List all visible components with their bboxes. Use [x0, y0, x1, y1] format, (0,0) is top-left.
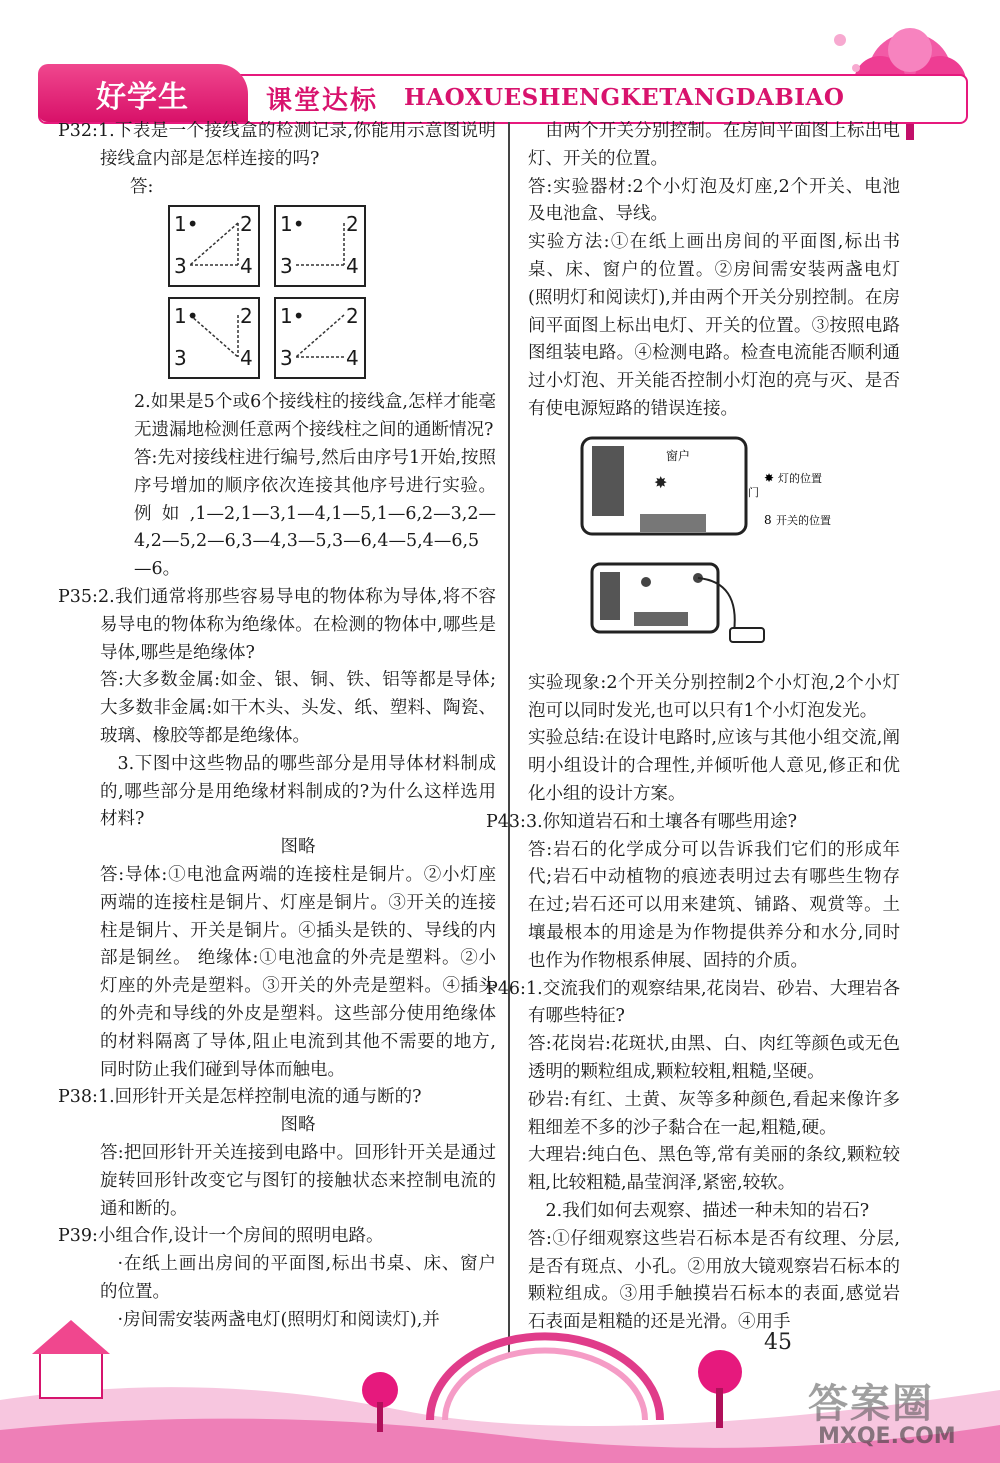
question-p38-1: P38:1.回形针开关是怎样控制电流的通与断的?	[58, 1087, 422, 1108]
door-label: 门	[748, 485, 759, 499]
page-ref-label: P39:	[58, 1226, 98, 1247]
light-legend-icon: ✸	[764, 470, 775, 485]
bullet-item: ·在纸上画出房间的平面图,标出书桌、床、窗户的位置。	[100, 1254, 496, 1302]
question-p39: P39:小组合作,设计一个房间的照明电路。	[58, 1226, 384, 1247]
terminal-2: 2	[240, 304, 253, 329]
terminal-1: 1•	[174, 304, 199, 329]
page-ref-label: P46:	[486, 978, 526, 999]
page-number: 45	[764, 1330, 792, 1355]
answer-p35-3: 答:导体:①电池盒两端的连接柱是铜片。②小灯座两端的连接柱是铜片、灯座是铜片。③开关的连接柱是铜片、开关是铜片。④插头是铁的、导线的内部是铜丝。 绝缘体:①电池盒的外壳是塑料。②小灯座的外壳是塑料。③开关的外壳是塑料。④插头的外壳和导线的外皮是塑料。这些部分使用绝缘体的材料隔离了导体,阻止电流到其他不需要的地方,同时防止我们碰到导体而触电。	[100, 864, 496, 1080]
bullet-item: ·房间需安装两盏电灯(照明灯和阅读灯),并	[117, 1309, 440, 1330]
page-ref-label: P32:	[58, 121, 98, 141]
answer-summary: 实验总结:在设计电路时,应该与其他小组交流,阐明小组设计的合理性,并倾听他人意见,修正和优化小组的设计方案。	[528, 728, 900, 804]
room-plan-drawing	[570, 432, 900, 660]
answer-materials: 答:实验器材:2个小灯泡及灯座,2个开关、电池及电池盒、导线。	[528, 176, 900, 225]
room-plan-figure	[570, 432, 900, 660]
page-ref-label: P38:	[58, 1087, 98, 1108]
answer-label: 答:	[130, 176, 154, 197]
terminal-3: 3	[174, 254, 187, 279]
answer-p46-2: 答:①仔细观察这些岩石标本是否有纹理、分层,是否有斑点、小孔。②用放大镜观察岩石标本的颗粒组成。③用手触摸岩石标本的表面,感觉岩石表面是粗糙的还是光滑。④用手	[528, 1228, 900, 1333]
terminal-3: 3	[174, 346, 187, 371]
answer-granite: 答:花岗岩:花斑状,由黑、白、肉红等颜色或无色透明的颗粒组成,颗粒较粗,粗糙,坚硬。	[528, 1034, 900, 1082]
answer-p38-1: 答:把回形针开关连接到电路中。回形针开关是通过旋转回形针改变它与图钉的接触状态来控制电流的通和断的。	[100, 1142, 496, 1219]
section-title: 课堂达标	[266, 86, 379, 116]
question-p32-2: 2.如果是5个或6个接线柱的接线盒,怎样才能毫无遗漏地检测任意两个接线柱之间的通断情况?	[134, 392, 496, 441]
window-label: 窗户	[666, 448, 691, 463]
terminal-4: 4	[240, 346, 253, 371]
junction-box-diagrams	[168, 205, 388, 383]
answer-p43-3: 答:岩石的化学成分可以告诉我们它们的形成年代;岩石中动植物的痕迹表明过去有哪些生物存在过;岩石还可以用来建筑、铺路、观赏等。土壤最根本的用途是为作物提供养分和水分,同时也作为作物根系伸展、固持的介质。	[528, 839, 900, 971]
left-column	[58, 118, 496, 1334]
answer-p35-2: 答:大多数金属:如金、银、铜、铁、铝等都是导体;大多数非金属:如干木头、头发、纸、塑料、陶瓷、玻璃、橡胶等都是绝缘体。	[100, 670, 496, 746]
legend-switch-label: 开关的位置	[776, 513, 831, 527]
junction-box-3	[168, 297, 260, 379]
brand-title: 好学生	[96, 80, 189, 115]
terminal-2: 2	[346, 304, 359, 329]
question-p35-3: 3.下图中这些物品的哪些部分是用导体材料制成的,哪些部分是用绝缘材料制成的?为什么这样选用材料?	[100, 753, 496, 830]
junction-box-2	[274, 205, 366, 287]
answer-sandstone: 砂岩:有红、土黄、灰等多种颜色,看起来像许多粗细差不多的沙子黏合在一起,粗糙,硬。	[528, 1089, 900, 1138]
answer-p32-2: 答:先对接线柱进行编号,然后由序号1开始,按照序号增加的顺序依次连接其他序号进行实验。例如,1—2,1—3,1—4,1—5,1—6,2—3,2—4,2—5,2—6,3—4,3—5,3—6,4—5,4—6,5—6。	[134, 447, 496, 580]
terminal-1: 1•	[280, 304, 305, 329]
figure-omitted-note: 图略	[280, 837, 316, 858]
terminal-3: 3	[280, 254, 293, 279]
question-p46-1: P46:1.交流我们的观察结果,花岗岩、砂岩、大理岩各有哪些特征?	[486, 978, 900, 1027]
question-p32-1: P32:1.下表是一个接线盒的检测记录,你能用示意图说明接线盒内部是怎样连接的吗?	[58, 121, 496, 169]
figure-omitted-note: 图略	[280, 1115, 316, 1136]
answer-phenomenon: 实验现象:2个开关分别控制2个小灯泡,2个小灯泡可以同时发光,也可以只有1个小灯泡发光。	[528, 672, 900, 721]
terminal-2: 2	[346, 212, 359, 237]
light-marker-icon: ✸	[654, 472, 668, 492]
column-divider	[508, 122, 510, 1357]
terminal-1: 1•	[174, 212, 199, 237]
junction-box-4	[274, 297, 366, 379]
terminal-4: 4	[346, 254, 359, 279]
terminal-4: 4	[346, 346, 359, 371]
terminal-1: 1•	[280, 212, 305, 237]
junction-box-1	[168, 205, 260, 287]
legend-light-label: 灯的位置	[778, 471, 822, 485]
answer-marble: 大理岩:纯白色、黑色等,常有美丽的条纹,颗粒较粗,比较粗糙,晶莹润泽,紧密,较软。	[528, 1145, 900, 1194]
watermark-logo: 答案圈	[808, 1381, 934, 1427]
terminal-2: 2	[240, 212, 253, 237]
right-column	[486, 118, 900, 1337]
section-title-pinyin: HAOXUESHENGKETANGDABIAO	[404, 84, 845, 111]
question-p35-2: P35:2.我们通常将那些容易导电的物体称为导体,将不容易导电的物体称为绝缘体。在检测的物体中,哪些是导体,哪些是绝缘体?	[58, 586, 496, 663]
question-p43-3: P43:3.你知道岩石和土壤各有哪些用途?	[486, 811, 798, 832]
answer-method: 实验方法:①在纸上画出房间的平面图,标出书桌、床、窗户的位置。②房间需安装两盏电灯(照明灯和阅读灯),并由两个开关分别控制。在房间平面图上标出电灯、开关的位置。③按照电路图组装电路。④检测电路。检查电流能否顺利通过小灯泡、开关能否控制小灯泡的亮与灭、是否有使电源短路的错误连接。	[528, 232, 900, 419]
terminal-4: 4	[240, 254, 253, 279]
switch-legend-icon: 8	[764, 512, 772, 527]
question-p46-2: 2.我们如何去观察、描述一种未知的岩石?	[545, 1200, 870, 1221]
page-ref-label: P43:	[486, 811, 526, 832]
page-ref-label: P35:	[58, 586, 98, 607]
terminal-3: 3	[280, 346, 293, 371]
continued-text: 由两个开关分别控制。在房间平面图上标出电灯、开关的位置。	[528, 121, 900, 169]
watermark-url: MXQE.COM	[818, 1424, 956, 1449]
